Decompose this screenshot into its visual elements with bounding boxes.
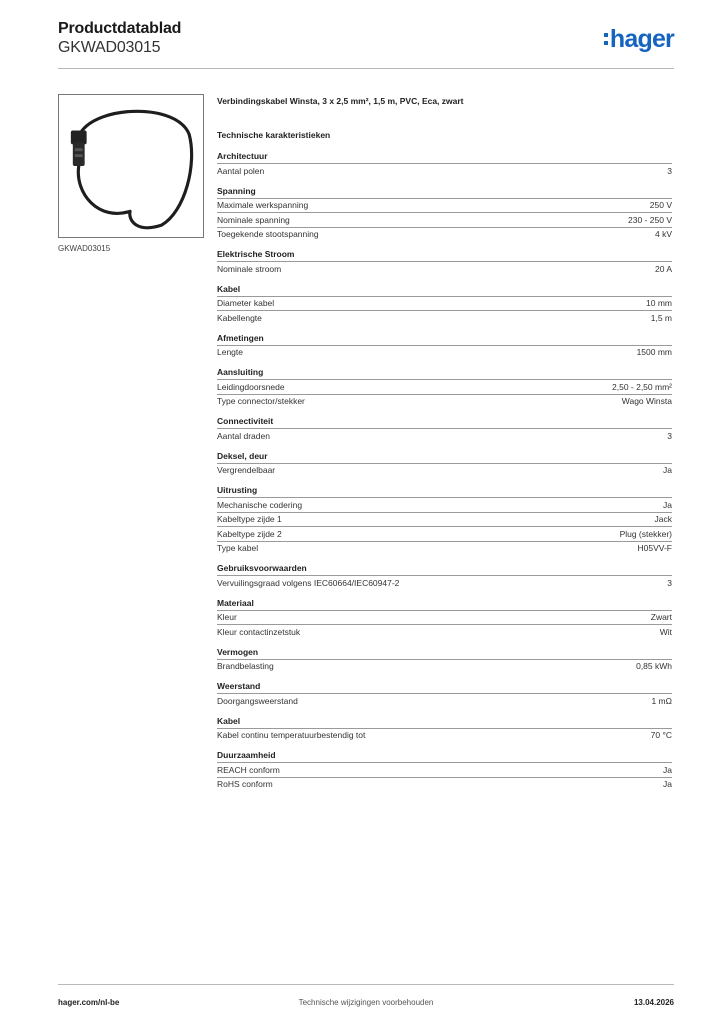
spec-group: [217, 680, 672, 708]
spec-label: Kabel continu temperatuurbestendig tot: [217, 730, 366, 741]
spec-label: Lengte: [217, 347, 243, 358]
spec-label: Leidingdoorsnede: [217, 381, 285, 392]
spec-row: [217, 512, 672, 527]
spec-group: [217, 248, 672, 276]
spec-row: [217, 610, 672, 625]
spec-row: [217, 428, 672, 443]
spec-value: H05VV-F: [637, 543, 672, 554]
spec-label: Doorgangsweerstand: [217, 695, 298, 706]
spec-label: Nominale stroom: [217, 263, 282, 274]
footer-divider: [58, 984, 674, 985]
spec-group: [217, 562, 672, 590]
spec-row: [217, 526, 672, 541]
spec-group: [217, 749, 672, 791]
logo-dots-icon: [604, 33, 608, 45]
spec-group: [217, 646, 672, 674]
cable-icon: [59, 95, 203, 237]
spec-row: [217, 497, 672, 512]
spec-value: 1500 mm: [636, 347, 672, 358]
spec-value: Wit: [659, 626, 672, 637]
section-heading: Technische karakteristieken: [217, 130, 331, 140]
spec-value: 3: [667, 430, 672, 441]
spec-group: [217, 150, 672, 178]
spec-group-title: Gebruiksvoorwaarden: [217, 563, 307, 573]
spec-label: Nominale spanning: [217, 214, 290, 225]
spec-label: Type kabel: [217, 543, 259, 554]
spec-label: Toegekende stootspanning: [217, 229, 319, 240]
spec-row: [217, 541, 672, 556]
spec-label: REACH conform: [217, 764, 280, 775]
image-caption: GKWAD03015: [58, 244, 111, 253]
spec-label: Diameter kabel: [217, 298, 275, 309]
spec-value: Ja: [663, 465, 672, 476]
spec-group-title: Materiaal: [217, 597, 254, 608]
spec-value: Ja: [663, 779, 672, 790]
footer-date: 13.04.2026: [633, 998, 674, 1007]
spec-label: Kleur: [217, 612, 237, 623]
spec-group-title: Kabel: [217, 715, 241, 726]
spec-group: [217, 283, 672, 325]
product-reference: GKWAD03015: [58, 39, 161, 56]
spec-group: [217, 484, 672, 555]
spec-value: 2,50 - 2,50 mm²: [612, 381, 672, 392]
spec-row: [217, 728, 672, 743]
spec-label: Aantal polen: [217, 165, 265, 176]
spec-group-title: Kabel: [217, 283, 241, 294]
spec-label: Aantal draden: [217, 430, 270, 441]
hager-logo: [604, 26, 674, 52]
spec-row: [217, 261, 672, 276]
spec-label: Kabeltype zijde 1: [217, 514, 282, 525]
spec-area: [217, 96, 672, 791]
spec-value: Jack: [654, 514, 672, 525]
spec-group-title: Aansluiting: [217, 367, 264, 377]
spec-label: Kabeltype zijde 2: [217, 528, 282, 539]
spec-group: [217, 415, 672, 443]
product-image: [58, 94, 204, 238]
spec-value: Wago Winsta: [621, 396, 672, 407]
spec-label: Kabellengte: [217, 312, 262, 323]
product-description: Verbindingskabel Winsta, 3 x 2,5 mm², 1,5 m, PVC, Eca, zwart: [217, 96, 464, 106]
spec-value: 230 - 250 V: [628, 214, 672, 225]
page-footer: [58, 992, 674, 1008]
spec-value: Ja: [663, 764, 672, 775]
spec-group-title: Uitrusting: [217, 485, 258, 495]
spec-value: 3: [667, 577, 672, 588]
spec-group: [217, 332, 672, 360]
spec-label: Vergrendelbaar: [217, 465, 276, 476]
footer-disclaimer: Technische wijzigingen voorbehouden: [298, 998, 434, 1007]
spec-group-title: Architectuur: [217, 151, 268, 161]
document-title: Productdatablad: [58, 20, 182, 37]
spec-row: [217, 198, 672, 213]
spec-value: Plug (stekker): [619, 528, 672, 539]
spec-value: 0,85 kWh: [636, 661, 672, 672]
spec-value: 20 A: [654, 263, 672, 274]
spec-row: [217, 163, 672, 178]
spec-row: [217, 762, 672, 777]
spec-group-title: Elektrische Stroom: [217, 249, 295, 259]
spec-row: [217, 693, 672, 708]
spec-group-title: Duurzaamheid: [217, 750, 276, 760]
spec-value: Ja: [663, 499, 672, 510]
spec-group-title: Connectiviteit: [217, 416, 274, 426]
spec-group: [217, 185, 672, 242]
spec-value: 4 kV: [654, 229, 672, 240]
spec-label: RoHS conform: [217, 779, 273, 790]
spec-value: 70 °C: [650, 730, 672, 741]
logo-wordmark: hager: [609, 24, 674, 53]
spec-row: [217, 777, 672, 792]
spec-value: 1 mΩ: [651, 695, 672, 706]
spec-group: [217, 597, 672, 639]
spec-label: Kleur contactinzetstuk: [217, 626, 301, 637]
spec-row: [217, 575, 672, 590]
spec-value: Zwart: [650, 612, 672, 623]
spec-group: [217, 366, 672, 408]
spec-group-title: Deksel, deur: [217, 450, 268, 461]
spec-row: [217, 379, 672, 394]
spec-label: Type connector/stekker: [217, 396, 305, 407]
footer-website[interactable]: hager.com/nl-be: [58, 998, 120, 1007]
spec-row: [217, 296, 672, 311]
spec-row: [217, 227, 672, 242]
spec-value: 3: [667, 165, 672, 176]
spec-row: [217, 624, 672, 639]
spec-group-title: Afmetingen: [217, 332, 264, 343]
spec-label: Maximale werkspanning: [217, 200, 309, 211]
spec-row: [217, 394, 672, 409]
spec-row: [217, 212, 672, 227]
spec-row: [217, 659, 672, 674]
spec-groups: [217, 150, 672, 791]
spec-group-title: Vermogen: [217, 646, 259, 657]
spec-label: Vervuilingsgraad volgens IEC60664/IEC60947-2: [217, 577, 400, 588]
spec-value: 250 V: [649, 200, 672, 211]
spec-row: [217, 345, 672, 360]
spec-group: [217, 450, 672, 478]
spec-label: Brandbelasting: [217, 661, 274, 672]
spec-group-title: Spanning: [217, 185, 256, 196]
spec-group-title: Weerstand: [217, 681, 261, 691]
spec-label: Mechanische codering: [217, 499, 303, 510]
header-divider: [58, 68, 674, 69]
spec-group: [217, 715, 672, 743]
spec-row: [217, 310, 672, 325]
spec-row: [217, 463, 672, 478]
spec-value: 1,5 m: [650, 312, 672, 323]
spec-value: 10 mm: [646, 298, 672, 309]
page-header: [58, 20, 674, 66]
